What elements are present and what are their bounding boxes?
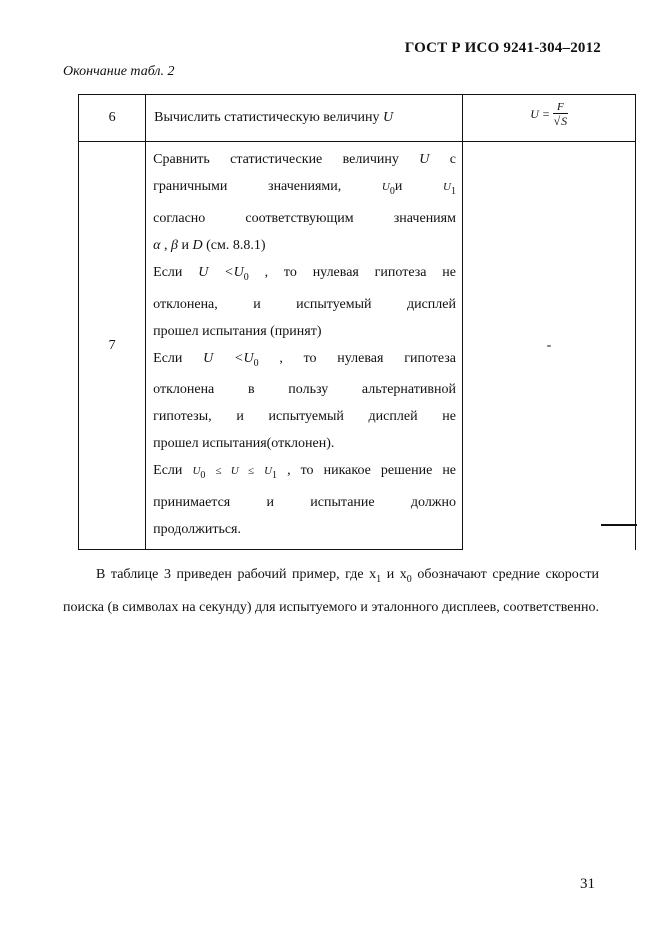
table-row (79, 95, 636, 142)
table-row (79, 142, 636, 550)
steps-table (78, 94, 636, 550)
page-number: 31 (580, 876, 595, 892)
table-bottom-rule (601, 524, 637, 526)
table-continuation-caption: Окончание табл. 2 (63, 64, 175, 79)
body-paragraph: В таблице 3 приведен рабочий пример, где $x_1$ и $x_0$ обозначают средние скорости поиска (в символах на секунду) для испытуемого и эталонного дисплеев, соответственно. (63, 567, 599, 615)
document-header: ГОСТ Р ИСО 9241-304–2012 (404, 40, 601, 56)
step-description: Вычислить статистическую величину U (146, 95, 463, 142)
step-number: 7 (79, 142, 146, 550)
step-formula: - (462, 142, 635, 550)
step-number: 6 (79, 95, 146, 142)
step-formula (462, 95, 635, 142)
step-description: Сравнить статистические величину U с граничными значениями, $U_0и$ $U_1$ согласно соответствующим значениям α , β и D (см. 8.8.1) Если $U <U_0$ , то нулевая гипотеза не отклонена, и испытуемый дисплей прошел испытания (принят) Если $U <U_0$ , то нулевая гипотеза отклонена в пользу альтернативной гипотезы, и испытуемый дисплей не прошел испытания(отклонен). Если $U_0 \le U \le U_1$ , то никакое решение не принимается и испытание должно продолжиться. (146, 142, 463, 550)
formula-u: U = $\frac{F}{√S}$ (530, 100, 568, 128)
